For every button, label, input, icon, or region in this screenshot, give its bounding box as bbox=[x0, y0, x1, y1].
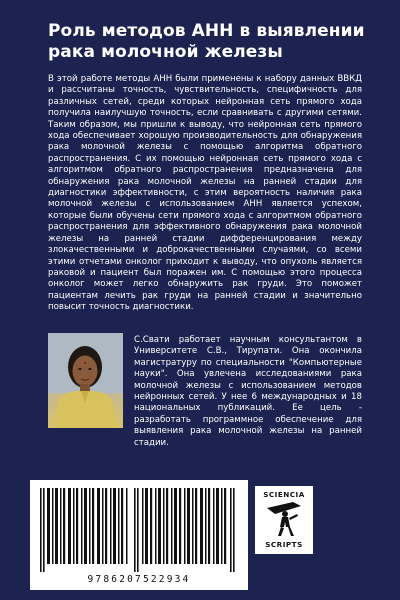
author-portrait-image bbox=[48, 333, 123, 428]
isbn-number: 9786207522934 bbox=[87, 574, 191, 585]
author-photo bbox=[48, 333, 123, 428]
book-title: Роль методов АНН в выявлении рака молочной железы bbox=[48, 21, 365, 62]
barcode bbox=[30, 480, 248, 590]
quill-figure-icon bbox=[263, 500, 305, 538]
abstract-text: В этой работе методы АНН были применены к набору данных ВВКД и рассчитаны точность, чувствительность, специфичность для различных сетей, среди которых нейронная сеть прямого хода получила наилучшую точность, если сравнивать с другими сетями. Таким образом, мы пришли к выводу, что нейронная сеть прямого хода обеспечивает хорошую производительность для обнаружения рака молочной железы с помощью алгоритма обратного распространения. С их помощью нейронная сеть прямого хода с алгоритмом обратного распространения предназначена для обнаружения рака молочной железы на ранней стадии для диагностики эффективности, с этим вероятность наличия рака молочной железы с использованием АНН является успехом, которые были обучены сети прямого хода с алгоритмом обратного распространения для эффективного обнаружения рака молочной железы на ранней стадии дифференцирования между злокачественными и доброкачественными случаями, со всеми этими отчетами онколог приходит к выводу, что опухоль является раковой и пациент был поражен им. С помощью этого процесса онколог может легко обнаружить рак груди. Это поможет пациентам лечить рак груди на ранней стадии и значительно повысит точность диагностики. bbox=[48, 74, 362, 313]
logo-text-top: SCIENCIA bbox=[263, 490, 305, 499]
author-bio: С.Свати работает научным консультантом в Университете С.В., Тирупати. Она окончила магистратуру по специальности "Компьютерные науки". Она увлечена исследованиями рака молочной железы с использованием методов нейронных сетей. У нее 6 международных и 18 национальных публикаций. Ее цель - разработать программное обеспечение для выявления рака молочной железы на ранней стадии. bbox=[134, 335, 362, 448]
publisher-logo bbox=[255, 486, 313, 554]
barcode-bars bbox=[40, 488, 238, 572]
logo-text-bottom: SCRIPTS bbox=[265, 540, 303, 549]
